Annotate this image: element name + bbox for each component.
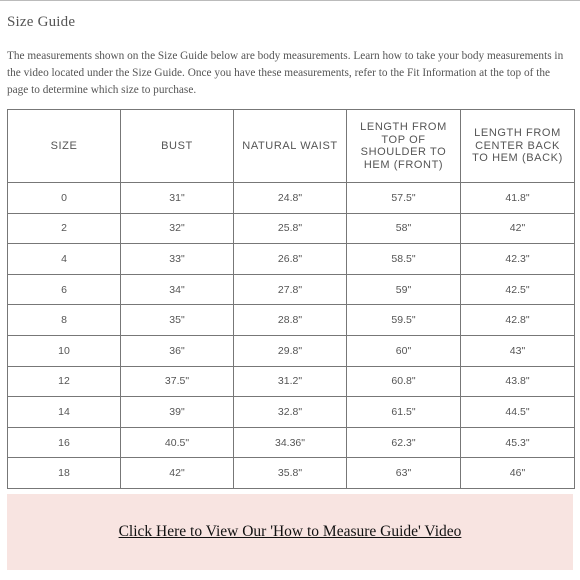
measure-guide-video-link[interactable]: Click Here to View Our 'How to Measure Guide' Video (118, 523, 462, 540)
size-guide-table (7, 109, 575, 489)
cell-length-front: 60.8" (347, 366, 461, 397)
cell-length-back: 42.3" (461, 244, 575, 275)
cell-length-back: 41.8" (461, 183, 575, 214)
cell-size: 10 (8, 335, 121, 366)
cell-waist: 25.8" (234, 213, 347, 244)
cell-waist: 35.8" (234, 458, 347, 489)
cell-waist: 29.8" (234, 335, 347, 366)
cell-bust: 40.5" (121, 427, 234, 458)
cell-length-back: 45.3" (461, 427, 575, 458)
header-length-back: LENGTH FROM CENTER BACK TO HEM (BACK) (461, 110, 575, 183)
measure-guide-banner (7, 494, 573, 570)
cell-bust: 37.5" (121, 366, 234, 397)
cell-length-front: 63" (347, 458, 461, 489)
table-row (8, 397, 575, 428)
header-natural-waist: NATURAL WAIST (234, 110, 347, 183)
cell-waist: 28.8" (234, 305, 347, 336)
cell-bust: 32" (121, 213, 234, 244)
cell-size: 2 (8, 213, 121, 244)
top-divider (0, 0, 580, 1)
cell-length-front: 58" (347, 213, 461, 244)
cell-waist: 27.8" (234, 274, 347, 305)
header-bust: BUST (121, 110, 234, 183)
cell-length-front: 61.5" (347, 397, 461, 428)
table-row (8, 305, 575, 336)
cell-size: 6 (8, 274, 121, 305)
table-row (8, 427, 575, 458)
cell-size: 18 (8, 458, 121, 489)
cell-size: 16 (8, 427, 121, 458)
cell-length-front: 58.5" (347, 244, 461, 275)
intro-paragraph: The measurements shown on the Size Guide below are body measurements. Learn how to take your body measurements in the video located under the Size Guide. Once you have these measurements, refer to the Fit Information at the top of the page to determine which size to purchase. (7, 50, 564, 97)
cell-length-front: 57.5" (347, 183, 461, 214)
cell-bust: 39" (121, 397, 234, 428)
cell-length-front: 59" (347, 274, 461, 305)
cell-length-back: 46" (461, 458, 575, 489)
table-header (8, 110, 575, 183)
header-row (8, 110, 575, 183)
cell-length-back: 43.8" (461, 366, 575, 397)
cell-size: 8 (8, 305, 121, 336)
table-row (8, 213, 575, 244)
cell-length-back: 44.5" (461, 397, 575, 428)
table-row (8, 183, 575, 214)
cell-length-front: 59.5" (347, 305, 461, 336)
table-body (8, 183, 575, 489)
cell-waist: 32.8" (234, 397, 347, 428)
page-title: Size Guide (7, 14, 76, 30)
cell-length-back: 43" (461, 335, 575, 366)
table-row (8, 335, 575, 366)
table-row (8, 366, 575, 397)
cell-waist: 26.8" (234, 244, 347, 275)
header-length-front: LENGTH FROM TOP OF SHOULDER TO HEM (FRONT) (347, 110, 461, 183)
cell-bust: 33" (121, 244, 234, 275)
cell-waist: 24.8" (234, 183, 347, 214)
header-size: SIZE (8, 110, 121, 183)
cell-waist: 31.2" (234, 366, 347, 397)
cell-bust: 36" (121, 335, 234, 366)
cell-size: 12 (8, 366, 121, 397)
cell-length-front: 62.3" (347, 427, 461, 458)
cell-size: 4 (8, 244, 121, 275)
cell-size: 14 (8, 397, 121, 428)
cell-bust: 34" (121, 274, 234, 305)
table-row (8, 274, 575, 305)
cell-length-back: 42.5" (461, 274, 575, 305)
cell-bust: 35" (121, 305, 234, 336)
table-row (8, 458, 575, 489)
cell-length-back: 42.8" (461, 305, 575, 336)
table-row (8, 244, 575, 275)
cell-waist: 34.36" (234, 427, 347, 458)
cell-bust: 42" (121, 458, 234, 489)
cell-bust: 31" (121, 183, 234, 214)
cell-length-front: 60" (347, 335, 461, 366)
cell-length-back: 42" (461, 213, 575, 244)
cell-size: 0 (8, 183, 121, 214)
